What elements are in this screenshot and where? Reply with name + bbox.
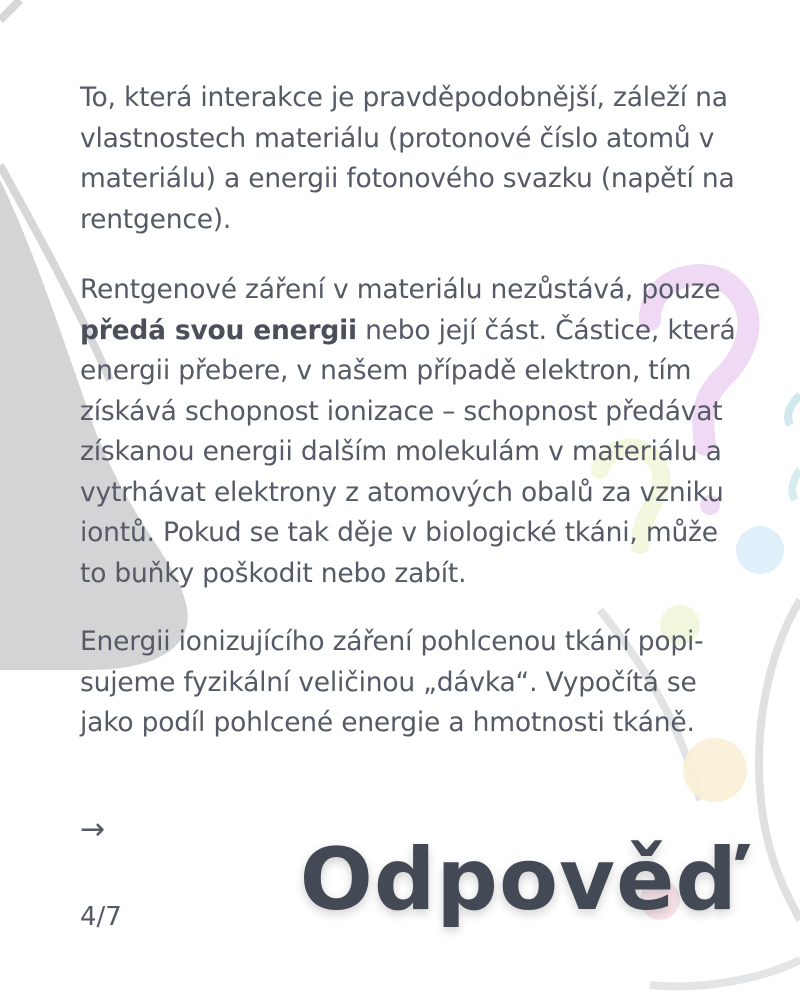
paragraph-interaction: To, která interakce je pravděpodobnější, záleží na vlastnostech materiálu (protonové číslo atomů v materiálu) a energii fotonového svazku (napětí na rentgence). (80, 82, 735, 235)
paragraph-text-after: nebo její část. Částice, která energii přebere, v našem případě elektron, tím získává schopnost ionizace – schopnost předávat získanou energii dalším molekulám v materiálu a vytrhávat elektrony z atomových obalů za vzniku iontů. Pokud se tak děje v biologické tkáni, může to buňky poškodit nebo zabít. (80, 314, 736, 589)
next-arrow-icon[interactable]: → (80, 812, 106, 847)
flask-outline-right-2 (759, 600, 800, 920)
paragraph-text-before: Rentgenové záření v materiálu nezůstává, pouze (80, 274, 721, 305)
emphasis-energy: předá svou energii (80, 314, 357, 346)
paragraph-energy-transfer (80, 270, 740, 594)
answer-title: Odpověď (299, 830, 738, 930)
flask-outline-bottom (650, 960, 800, 986)
paragraph-dose: Energii ionizujícího záření pohlcenou tkání popisujeme fyzikální veličinou „dávka“. Vypočítá se jako podíl pohlcené energie a hmotnosti tkáně. (80, 626, 704, 738)
teal-accent (788, 395, 800, 425)
page-indicator: 4/7 (80, 902, 122, 932)
article-body (80, 78, 740, 772)
flask-outline-top (0, 0, 20, 20)
teal-accent-2 (792, 470, 800, 500)
bubble-blue (736, 526, 784, 574)
